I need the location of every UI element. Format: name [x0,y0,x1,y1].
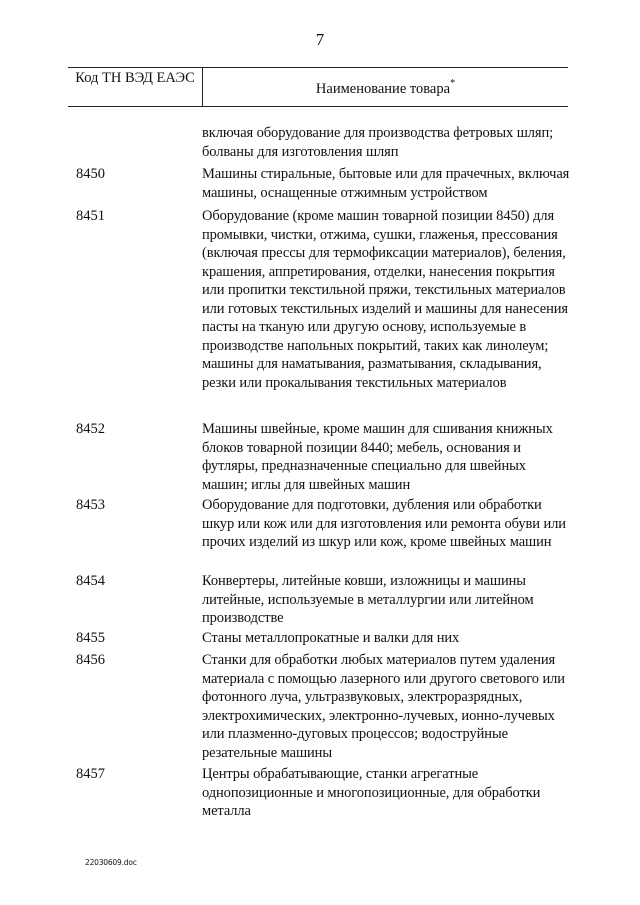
row-description: Конвертеры, литейные ковши, изложницы и машины литейные, используемые в металлургии или литейном производстве [202,573,534,626]
row-description: Машины швейные, кроме машин для сшивания книжных блоков товарной позиции 8440; мебель, основания и футляры, предназначенные специально для швейных машин; иглы для швейных машин [202,421,553,493]
row-code: 8452 [76,421,105,437]
column-header-name-label: Наименование товара [315,81,451,97]
table-header [68,67,568,107]
row-code: 8453 [76,497,105,513]
footnote-mark: * [450,78,456,89]
row-description: Станы металлопрокатные и валки для них [202,630,460,646]
row-description: Машины стиральные, бытовые или для прачечных, включая машины, оснащенные отжимным устройством [202,166,570,201]
row-code: 8450 [76,166,105,182]
column-header-name [203,78,568,98]
page-number: 7 [315,30,325,49]
row-code: 8456 [76,652,105,668]
row-code: 8457 [76,766,105,782]
row-description: Оборудование для подготовки, дубления или обработки шкур или кож или для изготовления или ремонта обуви или прочих изделий из шкур или кож, кроме швейных машин [202,497,566,550]
row-description: Оборудование (кроме машин товарной позиции 8450) для промывки, чистки, отжима, сушки, глаженья, прессования (включая прессы для термофиксации материалов), беления, крашения, аппретирования, отделки, нанесения покрытия или пропитки текстильной пряжи, текстильных материалов или готовых текстильных изделий и машины для нанесения пасты на тканую или другую основу, используемые в производстве напольных покрытий, таких как линолеум; машины для наматывания, разматывания, складывания, резки или прокалывания текстильных материалов [202,208,568,391]
row-code: 8454 [76,573,105,589]
row-description: Станки для обработки любых материалов путем удаления материала с помощью лазерного или другого светового или фотонного луча, ультразвуковых, электроразрядных, электрохимических, электронно-лучевых, ионно-лучевых или плазменно-дуговых процессов; водоструйные резательные машины [202,652,565,761]
row-description: включая оборудование для производства фетровых шляп; болваны для изготовления шляп [202,125,554,160]
row-description: Центры обрабатывающие, станки агрегатные однопозиционные и многопозиционные, для обработки металла [202,766,541,819]
document-filename: 22030609.doc [85,858,137,867]
column-header-code: Код ТН ВЭД ЕАЭС [75,70,195,86]
row-code: 8455 [76,630,105,646]
row-code: 8451 [76,208,105,224]
